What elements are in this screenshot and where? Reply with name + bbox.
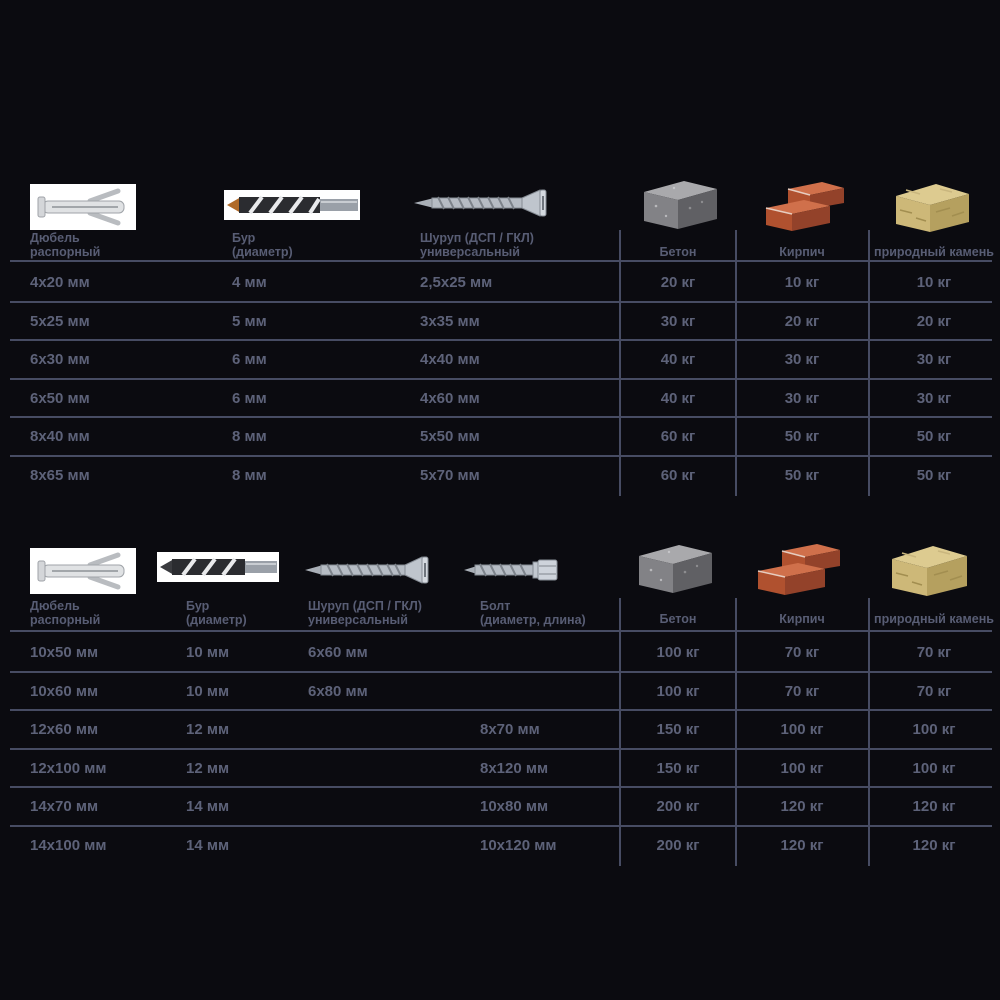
table-cell: 50 кг	[916, 428, 952, 445]
table-cell: 5 мм	[232, 313, 267, 330]
table-cell: 70 кг	[916, 683, 952, 700]
natural-stone-image	[888, 542, 970, 598]
table-cell: 2,5x25 мм	[420, 274, 493, 291]
header-line: Бур	[232, 231, 256, 245]
table-cell: 6x30 мм	[30, 351, 90, 368]
table-cell: 60 кг	[660, 467, 696, 484]
table-cell: 6x60 мм	[308, 644, 368, 661]
table-cell: 200 кг	[656, 798, 700, 815]
column-header-concrete: Бетон	[659, 245, 697, 259]
bricks-image	[752, 538, 842, 598]
header-line: универсальный	[420, 245, 520, 259]
table-cell: 14x100 мм	[30, 837, 107, 854]
table-cell: 10 кг	[784, 274, 820, 291]
table-cell: 10x120 мм	[480, 837, 557, 854]
table-cell: 8x120 мм	[480, 760, 549, 777]
table-cell: 100 кг	[656, 683, 700, 700]
natural-stone-image	[892, 180, 972, 234]
table-cell: 8 мм	[232, 428, 267, 445]
table-cell: 100 кг	[780, 760, 824, 777]
column-header-screw	[308, 599, 422, 627]
table-cell: 100 кг	[656, 644, 700, 661]
table-cell: 4x60 мм	[420, 390, 480, 407]
table-cell: 40 кг	[660, 390, 696, 407]
dowel-image	[30, 184, 136, 230]
table-cell: 6 мм	[232, 351, 267, 368]
table-cell: 10 мм	[186, 683, 230, 700]
table-cell: 10 мм	[186, 644, 230, 661]
column-header-dowel	[30, 231, 100, 259]
table-cell: 12 мм	[186, 760, 230, 777]
table-cell: 200 кг	[656, 837, 700, 854]
table-cell: 8x40 мм	[30, 428, 90, 445]
column-header-screw	[420, 231, 534, 259]
table-cell: 10x60 мм	[30, 683, 99, 700]
header-divider	[10, 630, 992, 632]
concrete-block-image	[638, 176, 720, 232]
table-cell: 5x25 мм	[30, 313, 90, 330]
header-line: Дюбель	[30, 599, 80, 613]
header-divider	[10, 260, 992, 262]
table-cell: 10x50 мм	[30, 644, 99, 661]
header-line: (диаметр)	[186, 613, 247, 627]
column-header-drill	[186, 599, 247, 627]
column-header-brick: Кирпич	[779, 612, 825, 626]
table-cell: 8 мм	[232, 467, 267, 484]
header-line: Шуруп (ДСП / ГКЛ)	[308, 599, 422, 613]
drill-bit-image	[157, 552, 279, 582]
column-header-bolt	[480, 599, 586, 627]
table-cell: 14x70 мм	[30, 798, 99, 815]
header-line: распорный	[30, 245, 101, 259]
table-cell: 50 кг	[784, 428, 820, 445]
drill-bit-image	[224, 190, 360, 220]
table-cell: 120 кг	[912, 837, 956, 854]
table-cell: 40 кг	[660, 351, 696, 368]
table-cell: 150 кг	[656, 760, 700, 777]
table-cell: 8x65 мм	[30, 467, 90, 484]
table-cell: 8x70 мм	[480, 721, 540, 738]
table-cell: 30 кг	[784, 390, 820, 407]
table-cell: 150 кг	[656, 721, 700, 738]
table-cell: 6x50 мм	[30, 390, 90, 407]
table-cell: 100 кг	[912, 760, 956, 777]
table-cell: 100 кг	[780, 721, 824, 738]
table-cell: 30 кг	[916, 351, 952, 368]
hex-bolt-image	[462, 556, 562, 584]
bricks-image	[760, 176, 846, 234]
dowel-image	[30, 548, 136, 594]
table-cell: 60 кг	[660, 428, 696, 445]
table-cell: 5x50 мм	[420, 428, 480, 445]
table-cell: 70 кг	[784, 683, 820, 700]
header-line: Бур	[186, 599, 210, 613]
table-cell: 20 кг	[916, 313, 952, 330]
header-line: (диаметр, длина)	[480, 613, 586, 627]
table-cell: 4x40 мм	[420, 351, 480, 368]
table-cell: 12x100 мм	[30, 760, 107, 777]
table-cell: 4x20 мм	[30, 274, 90, 291]
column-header-concrete: Бетон	[659, 612, 697, 626]
column-header-drill	[232, 231, 293, 259]
header-line: (диаметр)	[232, 245, 293, 259]
table-cell: 6x80 мм	[308, 683, 368, 700]
table-cell: 6 мм	[232, 390, 267, 407]
table-cell: 4 мм	[232, 274, 267, 291]
column-header-stone: природный камень	[874, 245, 994, 259]
header-line: распорный	[30, 613, 101, 627]
universal-screw-image	[303, 554, 438, 586]
table-cell: 14 мм	[186, 837, 230, 854]
table-cell: 3x35 мм	[420, 313, 480, 330]
header-line: Дюбель	[30, 231, 80, 245]
table-cell: 10x80 мм	[480, 798, 549, 815]
table-cell: 70 кг	[784, 644, 820, 661]
table-cell: 30 кг	[784, 351, 820, 368]
table-cell: 120 кг	[912, 798, 956, 815]
concrete-block-image	[633, 540, 715, 596]
table-cell: 10 кг	[916, 274, 952, 291]
table-cell: 5x70 мм	[420, 467, 480, 484]
table-cell: 12 мм	[186, 721, 230, 738]
table-cell: 20 кг	[660, 274, 696, 291]
table-cell: 120 кг	[780, 837, 824, 854]
column-header-brick: Кирпич	[779, 245, 825, 259]
column-header-dowel	[30, 599, 100, 627]
table-cell: 50 кг	[916, 467, 952, 484]
table-cell: 120 кг	[780, 798, 824, 815]
table-cell: 12x60 мм	[30, 721, 99, 738]
table-cell: 30 кг	[916, 390, 952, 407]
header-line: Болт	[480, 599, 511, 613]
header-line: универсальный	[308, 613, 408, 627]
table-cell: 20 кг	[784, 313, 820, 330]
table-cell: 70 кг	[916, 644, 952, 661]
header-line: Шуруп (ДСП / ГКЛ)	[420, 231, 534, 245]
universal-screw-image	[412, 186, 557, 220]
column-header-stone: природный камень	[874, 612, 994, 626]
table-cell: 100 кг	[912, 721, 956, 738]
table-cell: 14 мм	[186, 798, 230, 815]
table-cell: 50 кг	[784, 467, 820, 484]
table-cell: 30 кг	[660, 313, 696, 330]
